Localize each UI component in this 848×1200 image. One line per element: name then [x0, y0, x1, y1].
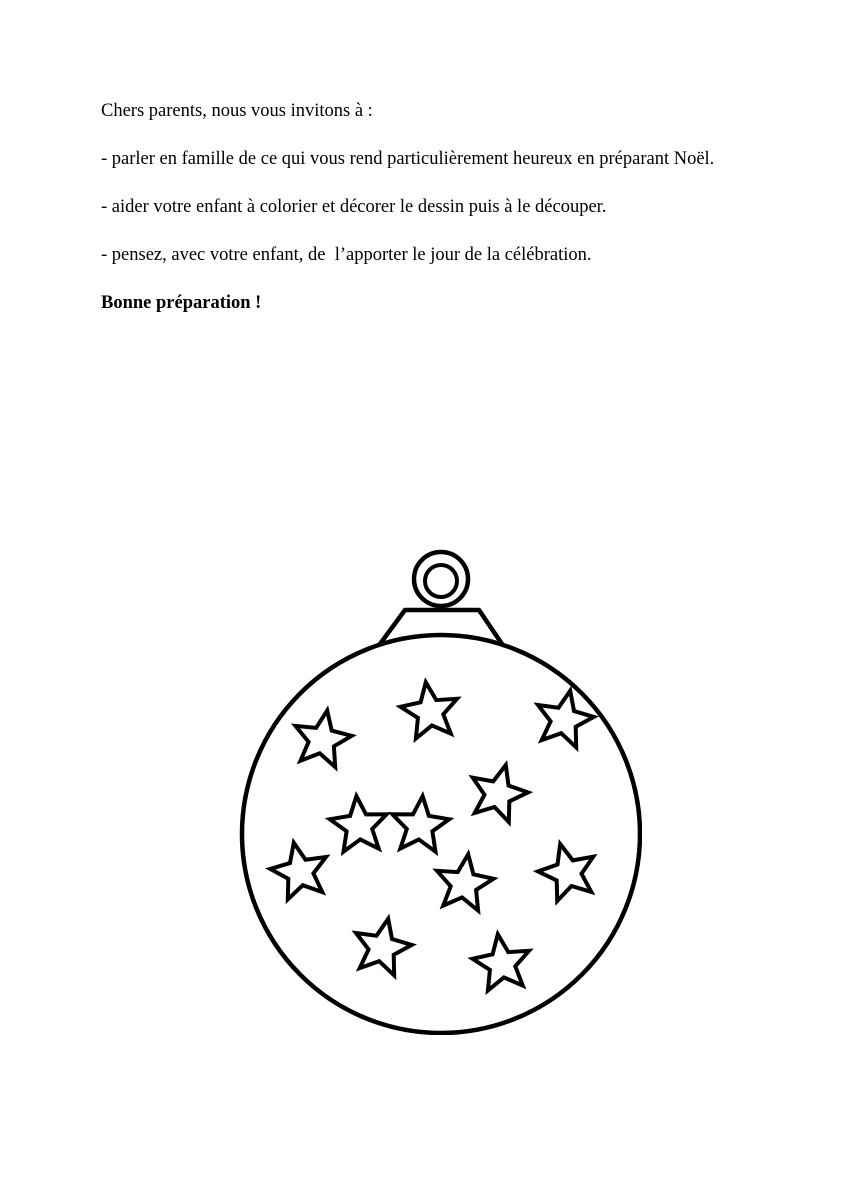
greeting-line: Chers parents, nous vous invitons à :	[101, 101, 373, 121]
closing-line: Bonne préparation !	[101, 293, 262, 313]
ornament-drawing	[212, 530, 642, 1035]
instruction-color: - aider votre enfant à colorier et décorer le dessin puis à le découper.	[101, 197, 607, 217]
ornament-svg	[212, 530, 642, 1035]
ornament-ball	[242, 635, 640, 1033]
instruction-talk: - parler en famille de ce qui vous rend particulièrement heureux en préparant Noël.	[101, 149, 715, 169]
letter-text	[101, 100, 741, 314]
ornament-loop-inner	[425, 565, 457, 597]
instruction-bring: - pensez, avec votre enfant, de l’apporter le jour de la célébration.	[101, 245, 592, 265]
